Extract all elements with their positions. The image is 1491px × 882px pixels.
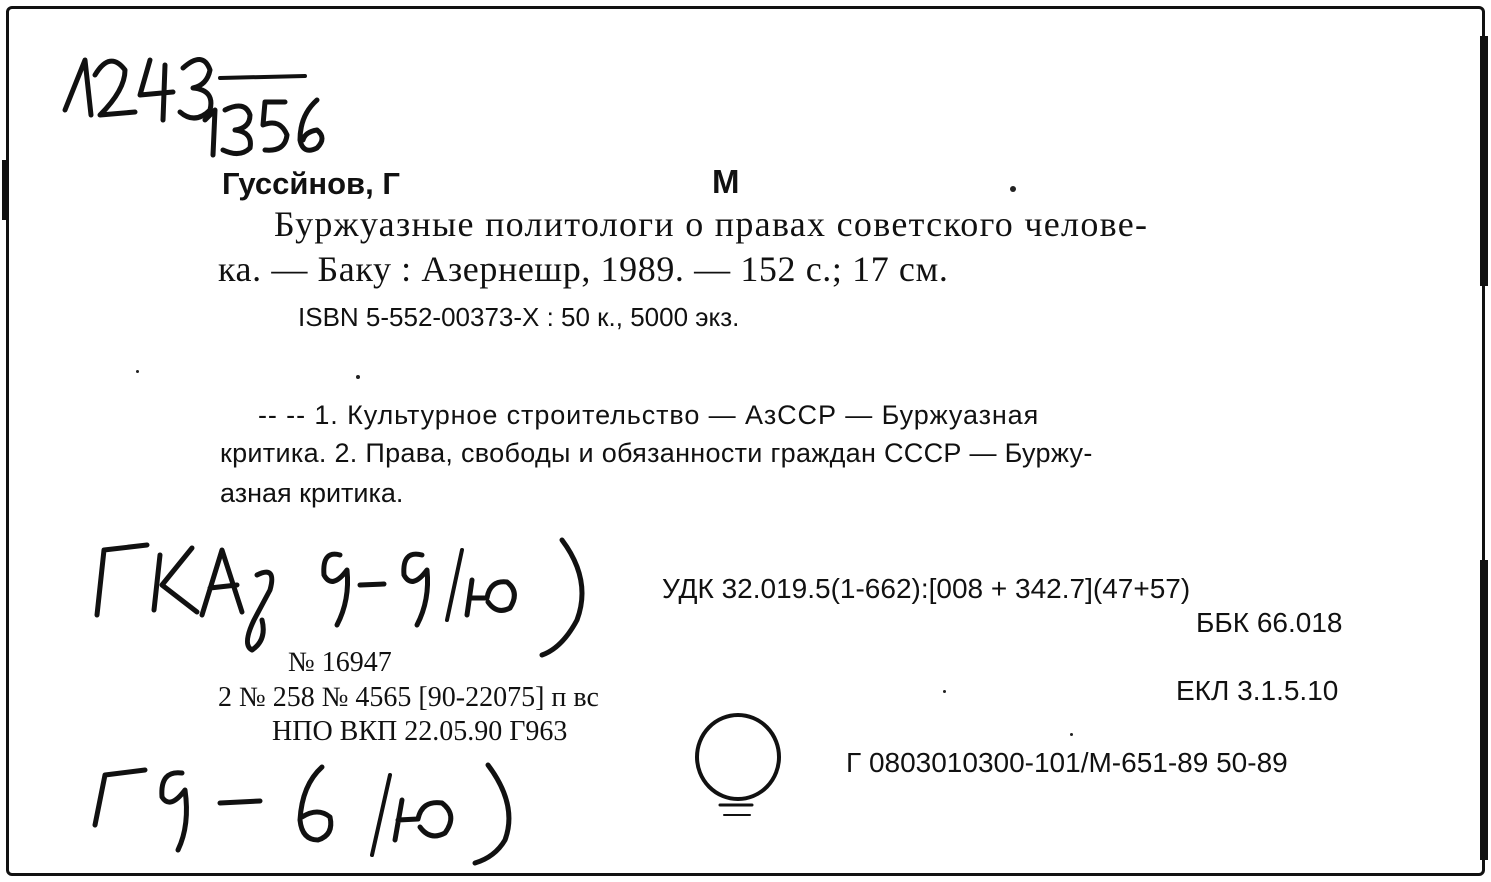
- stamp-circle-mark: [690, 705, 790, 825]
- card-edge-mark: [2, 160, 7, 220]
- card-edge-mark: [1480, 36, 1488, 286]
- bbk-line: ББК 66.018: [1196, 607, 1343, 638]
- author-name: Гуссйнов, Г: [222, 166, 400, 201]
- speck: [136, 370, 139, 373]
- udk-line: УДК 32.019.5(1-662):[008 + 342.7](47+57): [662, 573, 1191, 604]
- handwritten-call-number-strokes: [55, 40, 355, 160]
- author-initial: М: [712, 163, 740, 200]
- speck: [943, 690, 946, 693]
- speck: [1070, 733, 1073, 736]
- subjects-line-1: -- -- 1. Культурное строительство — АзССР — Буржуазная: [258, 400, 1040, 430]
- subjects-line-2: критика. 2. Права, свободы и обязанности граждан СССР — Буржу-: [220, 438, 1093, 468]
- order-line: 2 № 258 № 4565 [90-22075] п вс: [218, 682, 599, 713]
- author-heading: [222, 166, 400, 202]
- code-line: Г 0803010300-101/М-651-89 50-89: [846, 747, 1288, 778]
- speck: [356, 375, 360, 379]
- record-number: № 16947: [288, 647, 392, 678]
- title-line-2: ка. — Баку : Азернешр, 1989. — 152 с.; 17 см.: [218, 249, 949, 289]
- handwritten-location-1: [92, 530, 612, 650]
- handwritten-location-2-strokes: [90, 745, 530, 875]
- ekl-line: ЕКЛ 3.1.5.10: [1176, 675, 1339, 706]
- handwritten-location-1-strokes: [92, 530, 612, 660]
- isbn-line: ISBN 5-552-00373-X : 50 к., 5000 экз.: [298, 302, 740, 332]
- npo-line: НПО ВКП 22.05.90 Г963: [272, 716, 568, 747]
- subjects-line-3: азная критика.: [220, 478, 404, 508]
- card-edge-mark: [1480, 560, 1488, 860]
- stamp-circle-strokes: [690, 705, 790, 825]
- heading-dot: [1010, 186, 1016, 192]
- handwritten-call-number: [55, 40, 345, 160]
- handwritten-location-2: [90, 745, 530, 865]
- title-line-1: Буржуазные политологи о правах советского челове-: [274, 204, 1149, 244]
